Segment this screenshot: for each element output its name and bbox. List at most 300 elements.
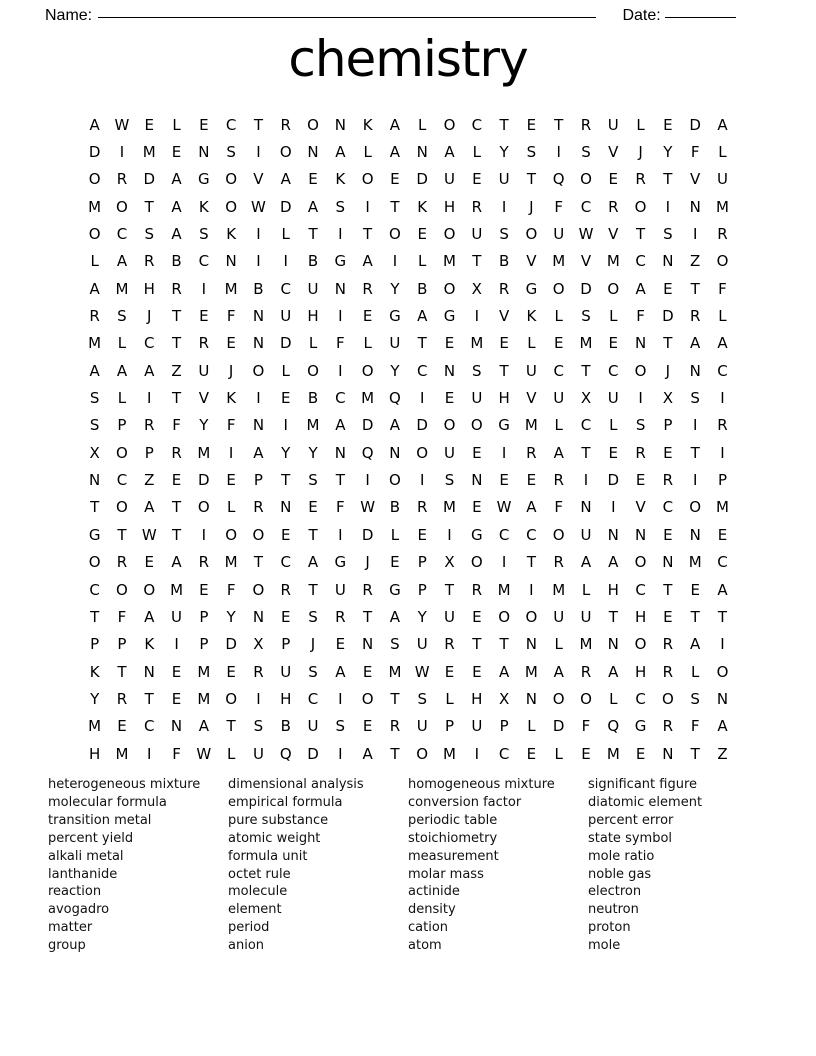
- grid-cell-r19-c20: T: [608, 607, 618, 626]
- word-list-item: atomic weight: [228, 830, 321, 846]
- grid-cell-r11-c7: I: [256, 389, 261, 408]
- grid-cell-r20-c15: T: [472, 635, 482, 654]
- grid-cell-r9-c9: L: [308, 334, 318, 353]
- grid-cell-r1-c22: E: [663, 115, 673, 134]
- grid-cell-r3-c8: A: [280, 170, 291, 189]
- grid-cell-r17-c1: O: [88, 553, 101, 572]
- grid-cell-r5-c2: C: [116, 225, 128, 244]
- grid-cell-r4-c13: K: [417, 197, 428, 216]
- grid-cell-r22-c7: I: [256, 689, 261, 708]
- grid-cell-r3-c6: O: [225, 170, 238, 189]
- grid-cell-r11-c8: E: [280, 389, 291, 408]
- grid-cell-r14-c7: P: [253, 471, 263, 490]
- grid-cell-r3-c20: E: [608, 170, 619, 189]
- grid-cell-r24-c15: I: [474, 744, 480, 763]
- word-list-item: group: [48, 938, 86, 954]
- grid-cell-r10-c10: I: [338, 361, 343, 380]
- grid-cell-r3-c13: D: [416, 170, 428, 189]
- grid-cell-r8-c10: I: [338, 307, 343, 326]
- grid-cell-r12-c18: L: [554, 416, 563, 435]
- grid-cell-r24-c21: E: [635, 744, 646, 763]
- grid-cell-r10-c15: S: [472, 361, 482, 380]
- grid-cell-r17-c19: A: [580, 553, 592, 572]
- grid-cell-r10-c21: O: [634, 361, 647, 380]
- grid-cell-r14-c24: P: [717, 471, 727, 490]
- grid-cell-r17-c9: A: [307, 553, 319, 572]
- grid-cell-r13-c13: O: [416, 443, 429, 462]
- grid-cell-r12-c6: F: [226, 416, 236, 435]
- grid-cell-r11-c12: Q: [389, 389, 401, 408]
- grid-cell-r4-c21: O: [634, 197, 647, 216]
- grid-cell-r20-c10: E: [335, 635, 346, 654]
- grid-cell-r12-c12: A: [389, 416, 401, 435]
- grid-cell-r21-c9: S: [308, 662, 318, 681]
- grid-cell-r1-c14: O: [443, 115, 456, 134]
- grid-cell-r10-c8: L: [281, 361, 290, 380]
- grid-cell-r17-c7: T: [253, 553, 264, 572]
- word-list: [48, 776, 768, 955]
- grid-cell-r15-c11: W: [360, 498, 376, 517]
- grid-cell-r10-c23: N: [689, 361, 701, 380]
- grid-cell-r10-c14: N: [443, 361, 456, 380]
- grid-cell-r15-c10: F: [336, 498, 345, 517]
- grid-cell-r23-c2: E: [117, 717, 127, 736]
- grid-cell-r17-c14: X: [444, 553, 455, 572]
- grid-cell-r24-c24: Z: [717, 744, 728, 763]
- grid-cell-r17-c5: R: [198, 553, 210, 572]
- grid-cell-r4-c3: T: [144, 197, 154, 216]
- grid-cell-r9-c20: E: [608, 334, 619, 353]
- grid-cell-r15-c2: O: [116, 498, 128, 517]
- grid-cell-r10-c13: C: [416, 361, 428, 380]
- grid-cell-r16-c6: O: [225, 525, 238, 544]
- grid-cell-r6-c13: L: [418, 252, 427, 271]
- grid-cell-r10-c24: C: [717, 361, 728, 380]
- grid-cell-r17-c18: R: [553, 553, 564, 572]
- grid-cell-r1-c23: D: [689, 115, 701, 134]
- grid-cell-r23-c1: M: [88, 717, 102, 736]
- grid-cell-r4-c23: N: [689, 197, 701, 216]
- grid-cell-r16-c9: T: [308, 525, 318, 544]
- grid-cell-r1-c21: L: [636, 115, 645, 134]
- grid-cell-r23-c6: T: [226, 717, 236, 736]
- grid-cell-r3-c14: U: [444, 170, 455, 189]
- date-blank-line: ________: [664, 2, 736, 19]
- grid-cell-r6-c6: N: [225, 252, 237, 271]
- grid-cell-r5-c15: U: [471, 225, 483, 244]
- grid-cell-r23-c11: E: [362, 717, 373, 736]
- grid-cell-r14-c20: D: [607, 471, 620, 490]
- grid-cell-r11-c13: I: [419, 389, 425, 408]
- grid-cell-r12-c13: D: [416, 416, 428, 435]
- grid-cell-r4-c11: I: [365, 197, 370, 216]
- grid-cell-r20-c8: P: [281, 635, 291, 654]
- grid-cell-r10-c19: T: [581, 361, 591, 380]
- grid-cell-r15-c15: E: [472, 498, 482, 517]
- grid-cell-r9-c12: U: [389, 334, 401, 353]
- word-list-item: transition metal: [48, 812, 152, 828]
- grid-cell-r14-c15: N: [471, 471, 483, 490]
- header: [45, 2, 745, 25]
- grid-cell-r2-c17: S: [526, 143, 537, 162]
- grid-cell-r7-c8: C: [280, 279, 291, 298]
- grid-cell-r23-c10: S: [335, 717, 346, 736]
- grid-cell-r2-c12: A: [389, 143, 401, 162]
- grid-cell-r3-c7: V: [253, 170, 264, 189]
- grid-cell-r18-c11: R: [362, 580, 373, 599]
- word-list-item: avogadro: [48, 902, 110, 918]
- grid-cell-r4-c18: F: [554, 197, 564, 216]
- grid-cell-r21-c8: U: [280, 662, 292, 681]
- grid-cell-r7-c21: A: [635, 279, 646, 298]
- grid-cell-r1-c8: R: [280, 115, 291, 134]
- grid-cell-r1-c3: E: [144, 115, 154, 134]
- grid-cell-r24-c20: M: [606, 744, 620, 763]
- grid-cell-r18-c10: U: [334, 580, 346, 599]
- grid-cell-r7-c4: R: [171, 279, 182, 298]
- grid-cell-r2-c6: S: [226, 143, 236, 162]
- grid-cell-r1-c11: K: [362, 115, 373, 134]
- grid-cell-r18-c5: E: [199, 580, 209, 599]
- grid-cell-r7-c16: R: [498, 279, 510, 298]
- grid-cell-r11-c10: C: [335, 389, 346, 408]
- grid-cell-r19-c24: T: [717, 607, 728, 626]
- grid-cell-r15-c12: B: [389, 498, 401, 517]
- date-label: Date:: [622, 7, 661, 24]
- grid-cell-r19-c2: F: [117, 607, 127, 626]
- grid-cell-r21-c7: R: [253, 662, 264, 681]
- grid-cell-r9-c6: E: [226, 334, 236, 353]
- grid-cell-r8-c20: L: [609, 307, 618, 326]
- grid-cell-r15-c24: M: [716, 498, 729, 517]
- grid-cell-r17-c24: C: [717, 553, 728, 572]
- grid-cell-r4-c24: M: [716, 197, 729, 216]
- word-list-item: empirical formula: [228, 794, 343, 810]
- grid-cell-r24-c14: M: [443, 744, 456, 763]
- grid-cell-r5-c4: A: [171, 225, 182, 244]
- grid-cell-r1-c7: T: [253, 115, 264, 134]
- grid-cell-r5-c18: U: [553, 225, 565, 244]
- grid-cell-r20-c19: M: [579, 635, 593, 654]
- grid-cell-r6-c15: T: [472, 252, 482, 271]
- grid-cell-r21-c24: O: [716, 662, 729, 681]
- word-list-item: molecule: [228, 884, 288, 900]
- grid-cell-r12-c14: O: [443, 416, 456, 435]
- grid-cell-r12-c10: A: [335, 416, 346, 435]
- grid-cell-r17-c11: J: [365, 553, 370, 572]
- grid-cell-r12-c19: C: [580, 416, 592, 435]
- grid-cell-r3-c10: K: [335, 170, 346, 189]
- grid-cell-r21-c19: R: [580, 662, 592, 681]
- grid-cell-r6-c8: I: [283, 252, 288, 271]
- grid-cell-r13-c10: N: [334, 443, 346, 462]
- grid-cell-r21-c18: A: [553, 662, 564, 681]
- grid-cell-r18-c23: E: [690, 580, 700, 599]
- grid-cell-r23-c4: N: [170, 717, 183, 736]
- grid-cell-r20-c21: O: [634, 635, 647, 654]
- grid-cell-r19-c14: U: [444, 607, 455, 626]
- grid-cell-r9-c5: R: [198, 334, 210, 353]
- grid-cell-r24-c9: D: [307, 744, 319, 763]
- grid-cell-r23-c22: R: [662, 717, 674, 736]
- grid-cell-r23-c5: A: [198, 717, 209, 736]
- grid-cell-r4-c4: A: [171, 197, 182, 216]
- grid-cell-r12-c22: P: [663, 416, 673, 435]
- grid-cell-r7-c17: G: [525, 279, 538, 298]
- grid-cell-r16-c12: L: [390, 525, 400, 544]
- grid-cell-r5-c5: S: [199, 225, 209, 244]
- grid-cell-r2-c22: Y: [663, 143, 673, 162]
- grid-cell-r4-c9: A: [307, 197, 319, 216]
- grid-cell-r2-c4: E: [171, 143, 182, 162]
- grid-cell-r13-c14: U: [444, 443, 455, 462]
- grid-cell-r16-c8: E: [280, 525, 291, 544]
- grid-cell-r7-c24: F: [718, 279, 727, 298]
- grid-cell-r13-c4: R: [171, 443, 182, 462]
- grid-cell-r5-c9: T: [308, 225, 318, 244]
- grid-cell-r12-c7: N: [252, 416, 265, 435]
- grid-cell-r7-c10: N: [334, 279, 346, 298]
- grid-cell-r7-c2: M: [115, 279, 129, 298]
- grid-cell-r5-c23: I: [692, 225, 698, 244]
- grid-cell-r23-c23: F: [690, 717, 700, 736]
- grid-cell-r22-c22: O: [661, 689, 674, 708]
- word-list-item: element: [228, 902, 282, 918]
- grid-cell-r7-c22: E: [663, 279, 673, 298]
- grid-cell-r22-c6: O: [225, 689, 238, 708]
- grid-cell-r11-c19: X: [580, 389, 592, 408]
- grid-cell-r18-c22: T: [663, 580, 673, 599]
- grid-cell-r19-c1: T: [90, 607, 100, 626]
- word-list-item: lanthanide: [48, 866, 118, 882]
- grid-cell-r19-c5: P: [199, 607, 209, 626]
- grid-cell-r16-c17: C: [526, 525, 537, 544]
- grid-cell-r24-c13: O: [416, 744, 429, 763]
- grid-cell-r9-c11: L: [363, 334, 372, 353]
- grid-cell-r12-c16: G: [498, 416, 510, 435]
- grid-cell-r8-c18: L: [554, 307, 563, 326]
- grid-cell-r10-c9: O: [307, 361, 319, 380]
- grid-cell-r9-c23: A: [690, 334, 701, 353]
- grid-cell-r15-c14: M: [443, 498, 456, 517]
- grid-cell-r14-c6: E: [226, 471, 236, 490]
- grid-cell-r4-c22: I: [665, 197, 671, 216]
- grid-cell-r17-c16: I: [501, 553, 507, 572]
- grid-cell-r6-c12: I: [392, 252, 398, 271]
- word-list-item: pure substance: [228, 812, 329, 828]
- word-list-item: stoichiometry: [408, 830, 498, 846]
- grid-cell-r8-c8: U: [280, 307, 292, 326]
- grid-cell-r18-c2: O: [116, 580, 128, 599]
- grid-cell-r22-c19: O: [580, 689, 592, 708]
- grid-cell-r17-c23: M: [688, 553, 702, 572]
- grid-cell-r20-c18: L: [554, 635, 563, 654]
- grid-cell-r17-c20: A: [608, 553, 619, 572]
- grid-cell-r21-c16: A: [498, 662, 510, 681]
- grid-cell-r16-c15: G: [470, 525, 483, 544]
- grid-cell-r19-c3: A: [144, 607, 155, 626]
- grid-cell-r6-c1: L: [90, 252, 99, 271]
- grid-cell-r6-c9: B: [307, 252, 319, 271]
- grid-cell-r12-c8: I: [283, 416, 288, 435]
- grid-cell-r4-c12: T: [390, 197, 400, 216]
- grid-cell-r24-c12: T: [390, 744, 400, 763]
- grid-cell-r12-c9: M: [306, 416, 320, 435]
- grid-cell-r22-c16: X: [498, 689, 510, 708]
- grid-cell-r3-c16: U: [498, 170, 510, 189]
- grid-cell-r23-c3: C: [144, 717, 155, 736]
- grid-cell-r11-c5: V: [198, 389, 209, 408]
- grid-cell-r24-c16: C: [498, 744, 510, 763]
- grid-cell-r16-c2: T: [117, 525, 127, 544]
- grid-cell-r15-c20: I: [611, 498, 616, 517]
- grid-cell-r23-c21: G: [634, 717, 647, 736]
- grid-cell-r3-c22: T: [663, 170, 673, 189]
- grid-cell-r14-c10: T: [335, 471, 345, 490]
- grid-cell-r1-c24: A: [717, 115, 728, 134]
- word-list-item: mole ratio: [588, 848, 655, 864]
- grid-cell-r7-c6: M: [224, 279, 238, 298]
- grid-cell-r17-c17: T: [526, 553, 536, 572]
- grid-cell-r8-c15: I: [474, 307, 480, 326]
- grid-cell-r16-c5: I: [201, 525, 207, 544]
- grid-cell-r22-c4: E: [171, 689, 182, 708]
- grid-cell-r18-c7: O: [252, 580, 265, 599]
- grid-cell-r3-c5: G: [198, 170, 210, 189]
- grid-cell-r16-c10: I: [338, 525, 343, 544]
- grid-cell-r20-c2: P: [117, 635, 127, 654]
- grid-cell-r6-c23: Z: [690, 252, 701, 271]
- grid-cell-r19-c15: E: [472, 607, 482, 626]
- grid-cell-r1-c10: N: [334, 115, 346, 134]
- grid-cell-r15-c1: T: [90, 498, 100, 517]
- grid-cell-r2-c10: A: [335, 143, 346, 162]
- grid-cell-r7-c1: A: [89, 279, 100, 298]
- grid-cell-r8-c11: E: [362, 307, 373, 326]
- word-list-item: proton: [588, 920, 631, 936]
- grid-cell-r9-c3: C: [144, 334, 155, 353]
- grid-cell-r13-c5: M: [197, 443, 211, 462]
- grid-cell-r3-c23: V: [690, 170, 701, 189]
- grid-cell-r17-c8: C: [280, 553, 291, 572]
- grid-cell-r6-c22: N: [662, 252, 674, 271]
- grid-cell-r8-c14: G: [443, 307, 456, 326]
- grid-cell-r16-c20: N: [607, 525, 619, 544]
- grid-cell-r5-c13: E: [417, 225, 427, 244]
- grid-cell-r6-c3: R: [144, 252, 155, 271]
- grid-cell-r21-c6: E: [226, 662, 236, 681]
- word-list-column-4: [588, 776, 768, 955]
- grid-cell-r20-c1: P: [90, 635, 100, 654]
- grid-cell-r24-c23: T: [690, 744, 700, 763]
- grid-cell-r22-c23: S: [690, 689, 700, 708]
- grid-cell-r2-c8: O: [279, 143, 292, 162]
- word-list-item: measurement: [408, 848, 499, 864]
- grid-cell-r22-c2: R: [116, 689, 128, 708]
- grid-cell-r3-c2: R: [116, 170, 128, 189]
- grid-cell-r24-c1: H: [89, 744, 101, 763]
- grid-cell-r24-c19: E: [581, 744, 591, 763]
- grid-cell-r13-c18: A: [553, 443, 564, 462]
- grid-cell-r1-c5: E: [199, 115, 209, 134]
- grid-cell-r15-c4: T: [171, 498, 182, 517]
- grid-cell-r10-c3: A: [144, 361, 155, 380]
- grid-cell-r5-c21: T: [636, 225, 646, 244]
- grid-cell-r11-c23: S: [690, 389, 700, 408]
- grid-cell-r15-c5: O: [197, 498, 210, 517]
- grid-cell-r5-c16: S: [499, 225, 509, 244]
- grid-cell-r5-c1: O: [88, 225, 101, 244]
- word-list-column-2: [228, 776, 408, 955]
- grid-cell-r11-c18: U: [553, 389, 565, 408]
- grid-cell-r24-c10: I: [338, 744, 343, 763]
- grid-cell-r8-c16: V: [498, 307, 510, 326]
- grid-cell-r22-c5: M: [197, 689, 211, 708]
- grid-cell-r9-c10: F: [336, 334, 345, 353]
- grid-cell-r21-c4: E: [171, 662, 182, 681]
- grid-cell-r18-c4: M: [170, 580, 184, 599]
- grid-cell-r10-c4: Z: [171, 361, 182, 380]
- grid-cell-r11-c3: I: [147, 389, 152, 408]
- grid-cell-r14-c18: R: [553, 471, 564, 490]
- grid-cell-r1-c6: C: [225, 115, 237, 134]
- grid-cell-r15-c18: F: [554, 498, 564, 517]
- grid-cell-r21-c10: A: [335, 662, 346, 681]
- grid-cell-r9-c21: N: [634, 334, 647, 353]
- grid-cell-r3-c9: E: [308, 170, 318, 189]
- grid-cell-r8-c22: D: [662, 307, 674, 326]
- grid-cell-r4-c10: S: [335, 197, 346, 216]
- grid-cell-r12-c11: D: [361, 416, 374, 435]
- name-blank-line: ________________________________________________________: [98, 2, 597, 19]
- word-list-item: reaction: [48, 884, 102, 900]
- word-list-item: homogeneous mixture: [408, 777, 555, 792]
- grid-cell-r2-c20: V: [608, 143, 619, 162]
- grid-cell-r23-c12: R: [389, 717, 401, 736]
- grid-cell-r6-c19: V: [580, 252, 592, 271]
- grid-cell-r6-c17: V: [526, 252, 537, 271]
- grid-cell-r5-c10: I: [338, 225, 343, 244]
- grid-cell-r2-c18: I: [556, 143, 561, 162]
- grid-cell-r13-c3: P: [144, 443, 154, 462]
- grid-cell-r9-c14: E: [444, 334, 455, 353]
- grid-cell-r2-c21: J: [638, 143, 643, 162]
- grid-cell-r7-c14: O: [443, 279, 456, 298]
- grid-cell-r24-c7: U: [252, 744, 264, 763]
- word-list-column-3: [408, 776, 588, 955]
- grid-cell-r20-c23: A: [690, 635, 701, 654]
- grid-cell-r10-c18: C: [553, 361, 564, 380]
- grid-cell-r12-c4: F: [172, 416, 181, 435]
- grid-cell-r11-c11: M: [361, 389, 375, 408]
- grid-cell-r3-c15: E: [472, 170, 482, 189]
- grid-cell-r14-c9: S: [308, 471, 318, 490]
- grid-cell-r10-c17: U: [525, 361, 537, 380]
- word-list-item: percent yield: [48, 830, 134, 846]
- word-list-item: significant figure: [588, 777, 697, 792]
- grid-cell-r9-c17: L: [527, 334, 536, 353]
- grid-cell-r14-c17: E: [526, 471, 537, 490]
- grid-cell-r16-c19: U: [580, 525, 592, 544]
- grid-cell-r9-c2: L: [117, 334, 127, 353]
- grid-cell-r8-c13: A: [417, 307, 428, 326]
- grid-cell-r6-c4: B: [171, 252, 182, 271]
- grid-cell-r14-c3: Z: [144, 471, 155, 490]
- grid-cell-r13-c17: R: [526, 443, 537, 462]
- word-list-item: electron: [588, 884, 642, 900]
- grid-cell-r3-c24: U: [716, 170, 728, 189]
- grid-cell-r8-c1: R: [89, 307, 100, 326]
